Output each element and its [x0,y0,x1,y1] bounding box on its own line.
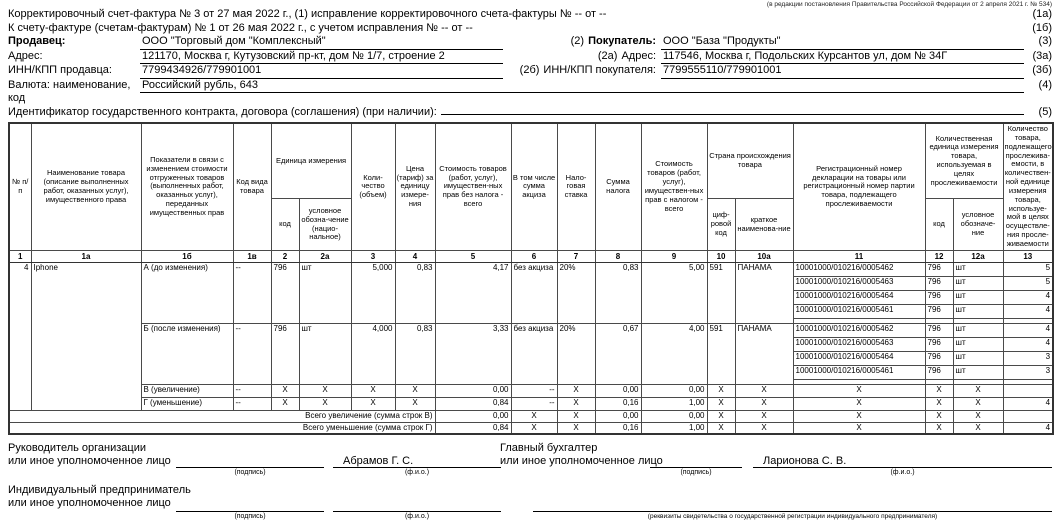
form-num-3b: (3б) [1032,64,1052,76]
adj-g-label: Г (уменьшение) [141,397,233,410]
adj-g-tax: 0,16 [595,397,641,410]
buyer-inn-label: ИНН/КПП покупателя: [543,64,656,76]
decl-unit: шт [953,290,1003,304]
x-mark: X [953,384,1003,397]
fio-caption: (ф.и.о.) [404,469,430,477]
head-name: Абрамов Г. С. [343,455,414,468]
seller-buyer-line [8,35,1052,50]
colnum-3: 3 [351,250,395,262]
head-of-org-title-line1: Руководитель организации [8,442,147,455]
colnum-12: 12 [925,250,953,262]
block-a-label: А (до изменения) [141,262,233,323]
form-num-5: (5) [1038,105,1052,118]
col-header-tax-rate: Нало-говая ставка [557,123,595,250]
col-header-trace-unit-group: Количественная единица измерения товара, используемая в целях прослеживаемости [925,123,1003,199]
adj-g-kind: -- [233,397,271,410]
block-b-label: Б (после изменения) [141,323,233,384]
adj-v-cost: 0,00 [435,384,511,397]
decl-number: 10001000/010216/0005463 [793,337,925,351]
colnum-2: 2 [271,250,299,262]
col-header-trace-symbol: условное обозначе-ние [953,199,1003,250]
col-header-excise: В том числе сумма акциза [511,123,557,250]
decl-code: 796 [925,365,953,379]
decl-unit: шт [953,323,1003,337]
colnum-1b: 1б [141,250,233,262]
buyer-address-label: Адрес: [621,49,656,62]
col-header-unit-symbol: условное обозна-чение (нацио-нальное) [299,199,351,250]
individual-entrepreneur-title-line1: Индивидуальный предприниматель [8,484,191,497]
col-header-country-code: циф-ровой код [707,199,735,250]
x-mark: X [735,422,793,434]
row-increase [9,384,1053,397]
x-mark: X [735,410,793,422]
decl-number: 10001000/010216/0005461 [793,304,925,318]
colnum-6: 6 [511,250,557,262]
decl-number: 10001000/010216/0005464 [793,290,925,304]
row-decrease [9,397,1053,410]
item-name: Iphone [31,262,141,410]
x-mark: X [707,410,735,422]
accountant-signature-block [650,455,742,477]
form-num-2: (2) [570,35,585,47]
block-a-tax: 0,83 [595,262,641,323]
form-num-1b: (1б) [1032,21,1052,34]
x-mark: X [351,397,395,410]
block-a-country: ПАНАМА [735,262,793,323]
decl-unit: шт [953,351,1003,365]
title-line-1 [8,8,1052,22]
colnum-5: 5 [435,250,511,262]
adj-v-excise: -- [511,384,557,397]
adj-g-excise: -- [511,397,557,410]
contract-line [8,106,1052,120]
col-header-country-group: Страна происхождения товара [707,123,793,199]
x-mark: X [511,410,557,422]
col-header-unit-group: Единица измерения [271,123,351,199]
adj-v-total: 0,00 [641,384,707,397]
block-a-unit-code: 796 [271,262,299,323]
col-header-trace-qty: Количество товара, подлежащего прослежива-емости, в количествен-ной единице измерения товара, используе-мой в целях осуществле-ния просле-живаемости [1003,123,1053,250]
buyer-value: ООО "База "Продукты" [661,35,1024,50]
block-a-kind: -- [233,262,271,323]
currency-label: Валюта: наименование, код [8,78,131,104]
adj-v-label: В (увеличение) [141,384,233,397]
decl-qty: 5 [1003,262,1053,276]
row-b-1 [9,323,1053,337]
col-header-trace-code: код [925,199,953,250]
accountant-name-block [753,455,1052,477]
signature-caption: (подпись) [234,513,266,521]
seller-inn-value: 7799434926/779901001 [140,64,503,79]
col-header-country-name: краткое наименова-ние [735,199,793,250]
col-header-declaration: Регистрационный номер декларации на товары или регистрационный номер партии товара, подлежащего прослеживаемости [793,123,925,250]
x-mark: X [557,384,595,397]
block-a-country-code: 591 [707,262,735,323]
decl-code: 796 [925,337,953,351]
adj-v-kind: -- [233,384,271,397]
col-header-goods-kind-code: Код вида товара [233,123,271,250]
form-num-3a: (3а) [1032,49,1052,62]
decl-number: 10001000/010216/0005464 [793,351,925,365]
title-line-2 [8,22,1052,36]
decl-qty: 3 [1003,351,1053,365]
entrepreneur-requisites-block [533,499,1052,521]
form-num-1: (1) [294,8,308,20]
x-mark: X [925,384,953,397]
colnum-10: 10 [707,250,735,262]
accountant-name-line [753,455,1052,468]
decl-code: 796 [925,304,953,318]
block-a-total: 5,00 [641,262,707,323]
fio-caption: (ф.и.о.) [890,469,915,477]
decl-qty: 5 [1003,276,1053,290]
invoice-table [8,122,1054,435]
col-header-quantity: Коли-чество (объем) [351,123,395,250]
decl-code: 796 [925,351,953,365]
x-mark: X [707,384,735,397]
total-decrease-label: Всего уменьшение (сумма строк Г) [9,422,435,434]
block-a-excise: без акциза [511,262,557,323]
item-num: 4 [9,262,31,410]
adj-g-trace-qty: 4 [1003,397,1053,410]
x-mark: X [793,422,925,434]
form-num-2b: (2б) [519,64,540,76]
buyer-label: Покупатель: [588,35,656,47]
signature-section [8,442,1052,523]
row-total-increase [9,410,1053,422]
colnum-8: 8 [595,250,641,262]
requisites-line [533,499,1052,512]
col-header-num: № п/п [9,123,31,250]
entrepreneur-signature-block [176,499,324,521]
decl-code: 796 [925,323,953,337]
colnum-2a: 2а [299,250,351,262]
row-total-decrease [9,422,1053,434]
decl-unit: шт [953,337,1003,351]
accountant-name: Ларионова С. В. [763,455,847,468]
x-mark: X [511,422,557,434]
head-signature-line [176,455,324,468]
x-mark: X [557,397,595,410]
decl-qty: 3 [1003,365,1053,379]
seller-address-value: 121170, Москва г, Кутузовский пр-кт, дом № 1/7, строение 2 [140,50,503,65]
block-a-price: 0,83 [395,262,435,323]
decl-unit: шт [953,276,1003,290]
currency-value: Российский рубль, 643 [140,79,1024,94]
total-increase-label: Всего увеличение (сумма строк В) [9,410,435,422]
header-row-groups [9,123,1053,199]
form-num-3: (3) [1038,35,1052,47]
individual-entrepreneur-title-line2: или иное уполномоченное лицо [8,497,171,510]
x-mark: X [707,422,735,434]
total-decrease-total: 1,00 [641,422,707,434]
x-mark: X [707,397,735,410]
seller-value: ООО "Торговый дом "Комплексный" [140,35,503,50]
decl-number: 10001000/010216/0005461 [793,365,925,379]
col-header-cost-w-tax: Стоимость товаров (работ, услуг), имуществен-ных прав с налогом - всего [641,123,707,250]
x-mark: X [953,410,1003,422]
chief-accountant-title-line1: Главный бухгалтер [500,442,598,455]
block-b-unit-code: 796 [271,323,299,384]
block-a-rate: 20% [557,262,595,323]
signature-caption: (подпись) [234,469,266,477]
chief-accountant-title-line2: или иное уполномоченное лицо [500,455,663,468]
adj-g-cost: 0,84 [435,397,511,410]
accountant-signature-line [650,455,742,468]
x-mark: X [793,410,925,422]
total-increase-total: 0,00 [641,410,707,422]
block-b-tax: 0,67 [595,323,641,384]
x-mark: X [557,410,595,422]
col-header-unit-code: код [271,199,299,250]
x-mark: X [351,384,395,397]
form-num-4: (4) [1038,78,1052,91]
seller-address-label: Адрес: [8,49,43,62]
address-line [8,50,1052,65]
decl-code: 796 [925,262,953,276]
form-num-1a: (1а) [1032,8,1052,20]
colnum-7: 7 [557,250,595,262]
x-mark: X [271,384,299,397]
total-decrease-trace-qty: 4 [1003,422,1053,434]
decl-number: 10001000/010216/0005462 [793,323,925,337]
block-b-cost: 3,33 [435,323,511,384]
x-mark: X [299,384,351,397]
decl-code: 796 [925,276,953,290]
colnum-13: 13 [1003,250,1053,262]
total-decrease-cost: 0,84 [435,422,511,434]
head-name-line [333,455,501,468]
head-of-org-title-line2: или иное уполномоченное лицо [8,455,171,468]
head-of-org-title [8,442,171,468]
invoice-document [8,0,1052,523]
adj-g-total: 1,00 [641,397,707,410]
form-num-2a: (2а) [597,49,618,62]
x-mark: X [925,397,953,410]
entrepreneur-signature-line [176,499,324,512]
seller-inn-label: ИНН/КПП продавца: [8,64,112,76]
entrepreneur-name-block [333,499,501,521]
colnum-9: 9 [641,250,707,262]
decl-number: 10001000/010216/0005462 [793,262,925,276]
col-header-goods-name: Наименование товара (описание выполненных работ, оказанных услуг), имущественного права [31,123,141,250]
decl-unit: шт [953,262,1003,276]
decl-qty: 4 [1003,304,1053,318]
head-name-block [333,455,501,477]
col-header-cost-wo-tax: Стоимость товаров (работ, услуг), имуществен-ных прав без налога - всего [435,123,511,250]
x-mark: X [735,397,793,410]
x-mark: X [735,384,793,397]
x-mark: X [793,384,925,397]
block-b-country-code: 591 [707,323,735,384]
colnum-11: 11 [793,250,925,262]
col-header-indicators: Показатели в связи с изменением стоимости отгруженных товаров (выполненных работ, оказанных услуг), переданных имущественных прав [141,123,233,250]
total-increase-tax: 0,00 [595,410,641,422]
decl-unit: шт [953,304,1003,318]
colnum-10a: 10а [735,250,793,262]
contract-label: Идентификатор государственного контракта, договора (соглашения) (при наличии): [8,105,437,118]
buyer-address-value: 117546, Москва г, Подольских Курсантов ул, дом № 34Г [661,50,1024,65]
signature-caption: (подпись) [680,469,712,477]
x-mark: X [395,384,435,397]
edition-note: (в редакции постановления Правительства Российской Федерации от 2 апреля 2021 г. № 534) [766,1,1052,8]
inn-line [8,64,1052,79]
decl-qty: 4 [1003,337,1053,351]
total-increase-trace-qty [1003,410,1053,422]
block-b-unit: шт [299,323,351,384]
chief-accountant-title [500,442,663,468]
x-mark: X [953,397,1003,410]
col-header-tax-sum: Сумма налога [595,123,641,250]
block-b-total: 4,00 [641,323,707,384]
decl-code: 796 [925,290,953,304]
col-header-price: Цена (тариф) за единицу измере-ния [395,123,435,250]
adj-v-tax: 0,00 [595,384,641,397]
decl-number: 10001000/010216/0005463 [793,276,925,290]
x-mark: X [271,397,299,410]
column-numbering-row [9,250,1053,262]
block-b-price: 0,83 [395,323,435,384]
seller-label: Продавец: [8,35,66,47]
x-mark: X [395,397,435,410]
fio-caption: (ф.и.о.) [404,513,430,521]
row-a-1 [9,262,1053,276]
colnum-12a: 12а [953,250,1003,262]
correction-title: исправление корректировочного счета-фактуры № -- от -- [310,8,607,20]
total-increase-cost: 0,00 [435,410,511,422]
block-a-unit: шт [299,262,351,323]
currency-line [8,79,1052,106]
requisites-caption: (реквизиты свидетельства о государственной регистрации индивидуального предпринимателя) [647,513,938,521]
block-b-rate: 20% [557,323,595,384]
block-b-excise: без акциза [511,323,557,384]
buyer-inn-value: 7799555110/779901001 [661,64,1024,79]
decl-unit: шт [953,365,1003,379]
x-mark: X [299,397,351,410]
head-signature-block [176,455,324,477]
individual-entrepreneur-title [8,484,191,510]
decl-qty: 4 [1003,290,1053,304]
x-mark: X [557,422,595,434]
adj-v-trace-qty [1003,384,1053,397]
total-decrease-tax: 0,16 [595,422,641,434]
base-invoice-ref: К счету-фактуре (счетам-фактурам) № 1 от 26 мая 2022 г., с учетом исправления № -- от -- [8,21,473,34]
colnum-1v: 1в [233,250,271,262]
block-b-kind: -- [233,323,271,384]
block-a-qty: 5,000 [351,262,395,323]
block-a-cost: 4,17 [435,262,511,323]
x-mark: X [953,422,1003,434]
colnum-1: 1 [9,250,31,262]
x-mark: X [925,410,953,422]
colnum-1a: 1а [31,250,141,262]
invoice-title: Корректировочный счет-фактура № 3 от 27 мая 2022 г., [8,8,292,20]
contract-value [441,114,1024,115]
colnum-4: 4 [395,250,435,262]
decl-qty: 4 [1003,323,1053,337]
x-mark: X [925,422,953,434]
x-mark: X [793,397,925,410]
block-b-qty: 4,000 [351,323,395,384]
entrepreneur-name-line [333,499,501,512]
block-b-country: ПАНАМА [735,323,793,384]
